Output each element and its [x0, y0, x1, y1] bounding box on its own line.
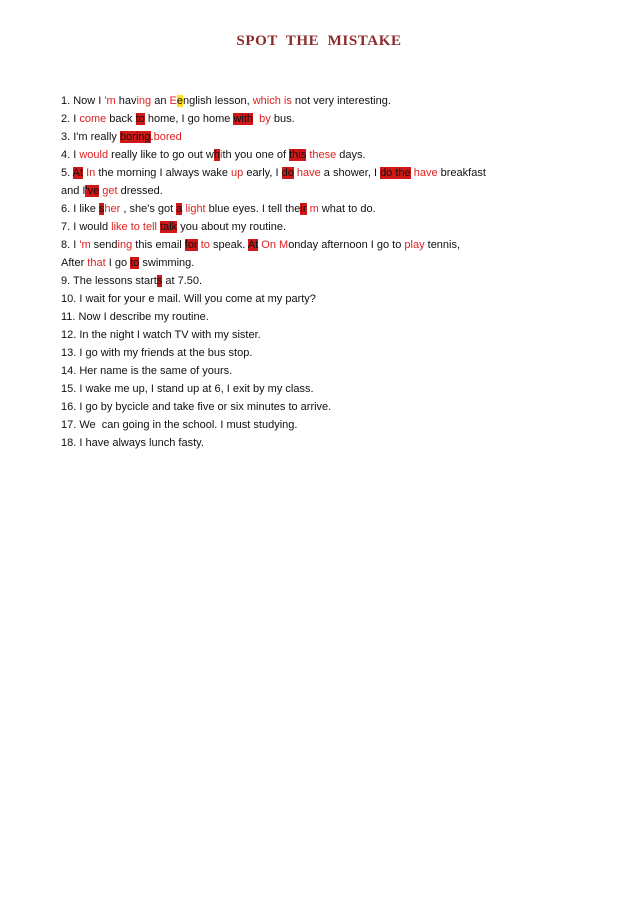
- sentence-line: [61, 308, 621, 326]
- sentence-text: speak.: [209, 239, 248, 251]
- highlighted-mistake: with: [233, 113, 254, 125]
- sentence-line: [61, 146, 621, 164]
- correction-text: In: [86, 167, 96, 179]
- sentence-text: what to do.: [318, 203, 376, 215]
- sentence-text: this email: [132, 239, 185, 251]
- sentence-line: [61, 92, 621, 110]
- highlighted-mistake: a: [176, 203, 183, 215]
- sentence-text: swimming.: [139, 257, 195, 269]
- correction-text: that: [87, 257, 106, 269]
- sentence-text: 1. Now I: [61, 95, 105, 107]
- sentence-line: [61, 290, 621, 308]
- correction-text: light: [185, 203, 206, 215]
- sentence-line: [61, 380, 621, 398]
- correction-text: ing: [117, 239, 133, 251]
- highlighted-mistake: At: [247, 239, 259, 251]
- sentence-text: at 7.50.: [162, 275, 203, 287]
- sentence-text: , she's got: [120, 203, 177, 215]
- highlighted-mistake: talk: [160, 221, 178, 233]
- correction-text: bored: [153, 131, 182, 143]
- highlighted-mistake: for: [184, 239, 198, 251]
- sentence-text: 10. I wait for your e mail. Will you come at my party?: [61, 293, 316, 305]
- sentence-text: breakfast: [437, 167, 486, 179]
- highlighted-mistake: to: [130, 257, 140, 269]
- sentence-text: 18. I have always lunch fasty.: [61, 437, 204, 449]
- highlighted-mistake: to: [135, 113, 145, 125]
- sentence-text: 16. I go by bycicle and take five or six minutes to arrive.: [61, 401, 332, 413]
- sentence-line: [61, 272, 621, 290]
- sentence-text: 6. I like: [61, 203, 99, 215]
- correction-text: On M: [261, 239, 289, 251]
- correction-text: come: [79, 113, 107, 125]
- correction-text: have: [296, 167, 321, 179]
- highlighted-mistake-yellow: e: [176, 95, 183, 107]
- highlighted-mistake: this: [289, 149, 307, 161]
- correction-text: E: [169, 95, 177, 107]
- sentence-text: 11. Now I describe my routine.: [61, 311, 209, 323]
- sentence-text: bus.: [270, 113, 295, 125]
- sentence-line: [61, 434, 621, 452]
- highlighted-mistake: do: [281, 167, 294, 179]
- sentence-text: early, I: [243, 167, 282, 179]
- sentence-text: tennis,: [424, 239, 461, 251]
- sentence-text: blue eyes. I tell the: [205, 203, 301, 215]
- correction-text: these: [309, 149, 337, 161]
- sentence-line: [61, 218, 621, 236]
- sentence-line: [61, 200, 621, 218]
- highlighted-mistake: boring: [119, 131, 151, 143]
- sentence-text: 17. We can going in the school. I must studying.: [61, 419, 298, 431]
- sentence-text: send: [90, 239, 118, 251]
- sentence-text: home, I go home: [144, 113, 234, 125]
- highlighted-mistake: At: [72, 167, 84, 179]
- sentence-list: [61, 92, 621, 452]
- sentence-text: you about my routine.: [177, 221, 287, 233]
- sentence-text: an: [151, 95, 170, 107]
- correction-text: have: [413, 167, 438, 179]
- highlighted-mistake: h: [213, 149, 220, 161]
- highlighted-mistake: s: [98, 203, 105, 215]
- sentence-text: not very interesting.: [291, 95, 391, 107]
- highlighted-mistake: ir: [300, 203, 307, 215]
- correction-text: he: [104, 203, 117, 215]
- sentence-text: 12. In the night I watch TV with my sister.: [61, 329, 261, 341]
- correction-text: m: [309, 203, 319, 215]
- sentence-text: and I: [61, 185, 86, 197]
- sentence-text: After: [61, 257, 88, 269]
- highlighted-mistake: s: [156, 275, 163, 287]
- sentence-line: [61, 164, 621, 182]
- correction-text: 'm: [104, 95, 116, 107]
- sentence-text: .: [150, 131, 154, 143]
- sentence-line: [61, 344, 621, 362]
- sentence-line: [61, 110, 621, 128]
- sentence-line: [61, 128, 621, 146]
- sentence-text: 9. The lessons start: [61, 275, 157, 287]
- sentence-line: [61, 362, 621, 380]
- sentence-text: 3. I'm really: [61, 131, 120, 143]
- sentence-line: [61, 398, 621, 416]
- correction-text: up: [231, 167, 244, 179]
- sentence-line: [61, 236, 621, 254]
- sentence-text: 14. Her name is the same of yours.: [61, 365, 233, 377]
- sentence-text: 15. I wake me up, I stand up at 6, I exit by my class.: [61, 383, 314, 395]
- sentence-text: I go: [105, 257, 131, 269]
- sentence-text: 13. I go with my friends at the bus stop.: [61, 347, 253, 359]
- correction-text: r: [116, 203, 121, 215]
- correction-text: play: [404, 239, 425, 251]
- sentence-line: [61, 182, 621, 200]
- highlighted-mistake: 've: [85, 185, 100, 197]
- sentence-text: 2. I: [61, 113, 80, 125]
- correction-text: i: [220, 149, 223, 161]
- sentence-text: hav: [115, 95, 137, 107]
- sentence-text: onday afternoon I go to: [288, 239, 405, 251]
- sentence-line: [61, 254, 621, 272]
- sentence-text: 5.: [61, 167, 73, 179]
- sentence-text: 7. I would: [61, 221, 112, 233]
- sentence-line: [61, 326, 621, 344]
- correction-text: would: [79, 149, 109, 161]
- correction-text: 'm: [79, 239, 91, 251]
- sentence-text: th you one of: [222, 149, 290, 161]
- sentence-text: a shower, I: [320, 167, 381, 179]
- sentence-text: days.: [336, 149, 366, 161]
- correction-text: ing: [136, 95, 152, 107]
- highlighted-mistake: do the: [380, 167, 411, 179]
- correction-text: like to tell: [111, 221, 157, 233]
- correction-text: get: [102, 185, 118, 197]
- correction-text: to: [200, 239, 210, 251]
- sentence-text: the morning I always wake: [95, 167, 232, 179]
- sentence-text: nglish lesson,: [182, 95, 253, 107]
- sentence-text: back: [106, 113, 136, 125]
- sentence-text: really like to go out w: [108, 149, 214, 161]
- correction-text: by: [259, 113, 271, 125]
- page-title: SPOT THE MISTAKE: [236, 33, 402, 49]
- correction-text: which is: [252, 95, 292, 107]
- sentence-line: [61, 416, 621, 434]
- sentence-text: 8. I: [61, 239, 80, 251]
- sentence-text: dressed.: [117, 185, 163, 197]
- sentence-text: 4. I: [61, 149, 80, 161]
